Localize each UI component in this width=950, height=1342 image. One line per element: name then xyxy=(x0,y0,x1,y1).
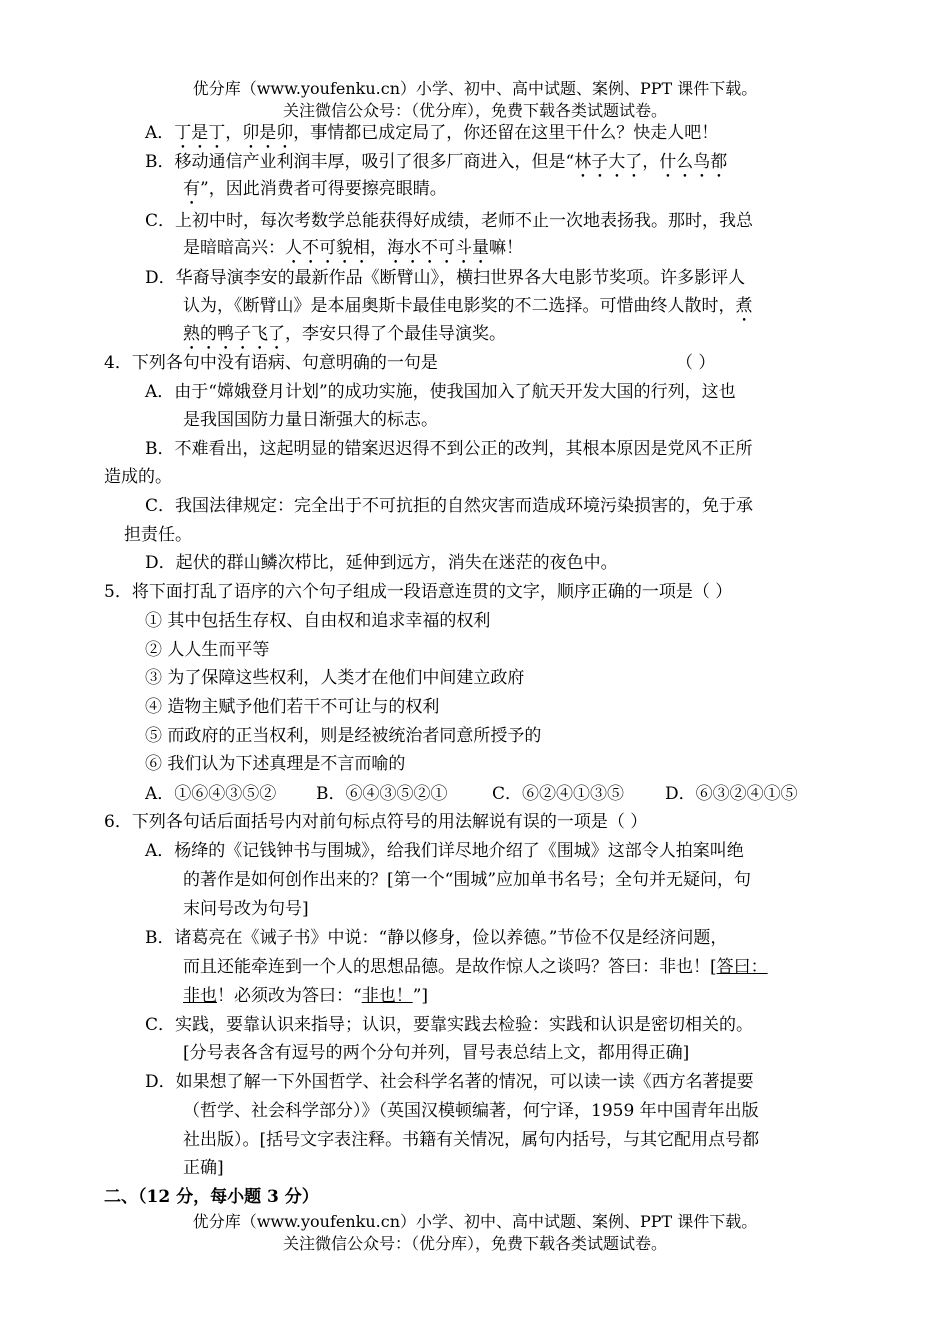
q5-option-d: D．⑥③②④①⑤ xyxy=(665,784,798,804)
q5-item-5: ⑤ 而政府的正当权利，则是经被统治者同意所授予的 xyxy=(145,726,542,746)
q3-option-c-line-1: C．上初中时，每次考数学总能获得好成绩，老师不止一次地表扬我。那时，我总 xyxy=(145,211,754,231)
q4-option-a-line-2: 是我国国防力量日渐强大的标志。 xyxy=(183,410,438,430)
q5-item-2: ② 人人生而平等 xyxy=(145,640,270,660)
q6-option-d-line-4: 正确] xyxy=(183,1158,224,1178)
q6-option-d-line-3: 社出版）。[括号文字表注释。书籍有关情况，属句内括号，与其它配用点号都 xyxy=(183,1130,760,1150)
q5-item-4: ④ 造物主赋予他们若干不可让与的权利 xyxy=(145,697,440,717)
page-header-line-1: 优分库（www.youfenku.cn）小学、初中、高中试题、案例、PPT 课件下载。 xyxy=(192,79,758,98)
q5-item-3: ③ 为了保障这些权利，人类才在他们中间建立政府 xyxy=(145,668,525,688)
q3-option-c-line-2: 是暗暗高兴：人不可貌相，海水不可斗量嘛！ xyxy=(183,238,523,258)
q4-option-c-line-2: 担责任。 xyxy=(124,525,192,545)
q6-stem: 6．下列各句话后面括号内对前句标点符号的用法解说有误的一项是（ ） xyxy=(104,812,648,832)
q5-stem: 5．将下面打乱了语序的六个句子组成一段语意连贯的文字，顺序正确的一项是（ ） xyxy=(104,582,733,602)
page-footer-line-1: 优分库（www.youfenku.cn）小学、初中、高中试题、案例、PPT 课件下载。 xyxy=(192,1212,758,1231)
q3-option-b-line-1: B．移动通信产业利润丰厚，吸引了很多厂商进入，但是“林子大了，什么鸟都 xyxy=(145,152,728,172)
q5-item-1: ① 其中包括生存权、自由权和追求幸福的权利 xyxy=(145,611,491,631)
q4-option-d-line-1: D．起伏的群山鳞次栉比，延伸到远方，消失在迷茫的夜色中。 xyxy=(145,553,618,573)
page-footer-line-2: 关注微信公众号：（优分库），免费下载各类试题试卷。 xyxy=(282,1234,667,1253)
q3-option-d-line-3: 熟的鸭子飞了，李安只得了个最佳导演奖。 xyxy=(183,324,506,344)
q5-option-b: B．⑥④③⑤②① xyxy=(316,784,448,804)
q3-option-b-line-2: 有”，因此消费者可得要擦亮眼睛。 xyxy=(183,179,447,199)
q4-option-a-line-1: A．由于“嫦娥登月计划”的成功实施，使我国加入了航天开发大国的行列，这也 xyxy=(145,382,736,402)
q4-option-c-line-1: C．我国法律规定：完全出于不可抗拒的自然灾害而造成环境污染损害的，免于承 xyxy=(145,496,754,516)
q6-option-a-line-2: 的著作是如何创作出来的？[第一个“围城”应加单书名号；全句并无疑问，句 xyxy=(183,870,752,890)
q3-option-d-line-1: D．华裔导演李安的最新作品《断臂山》，横扫世界各大电影节奖项。许多影评人 xyxy=(145,268,746,288)
q4-option-b-line-2: 造成的。 xyxy=(104,467,172,487)
q4-option-b-line-1: B．不难看出，这起明显的错案迟迟得不到公正的改判，其根本原因是党风不正所 xyxy=(145,439,753,459)
q4-answer-paren: （ ） xyxy=(676,353,716,373)
q4-stem: 4．下列各句中没有语病、句意明确的一句是 xyxy=(104,353,438,373)
q6-option-b-line-1: B．诸葛亮在《诫子书》中说：“静以修身，俭以养德。”节俭不仅是经济问题， xyxy=(145,928,728,948)
q6-option-b-line-3: 非也！必须改为答曰：“非也！”] xyxy=(183,986,429,1006)
section-2-heading: 二、（12 分，每小题 3 分） xyxy=(104,1187,319,1207)
q3-option-d-line-2: 认为，《断臂山》是本届奥斯卡最佳电影奖的不二选择。可惜曲终人散时，煮 xyxy=(183,296,753,316)
q5-item-6: ⑥ 我们认为下述真理是不言而喻的 xyxy=(145,754,406,774)
q6-option-d-line-1: D．如果想了解一下外国哲学、社会科学名著的情况，可以读一读《西方名著提要 xyxy=(145,1072,754,1092)
q6-option-c-line-1: C．实践，要靠认识来指导；认识，要靠实践去检验：实践和认识是密切相关的。 xyxy=(145,1015,754,1035)
q6-option-c-line-2: [分号表各含有逗号的两个分句并列，冒号表总结上文，都用得正确] xyxy=(183,1043,690,1063)
q3-option-a: A．丁是丁，卯是卯，事情都已成定局了，你还留在这里干什么？快走人吧！ xyxy=(145,123,719,143)
q5-option-a: A．①⑥④③⑤② xyxy=(145,784,277,804)
q6-option-a-line-1: A．杨绛的《记钱钟书与围城》，给我们详尽地介绍了《围城》这部令人拍案叫绝 xyxy=(145,841,744,861)
q6-option-d-line-2: （哲学、社会科学部分）》（英国汉模顿编著，何宁译，1959 年中国青年出版 xyxy=(183,1101,759,1121)
q5-option-c: C．⑥②④①③⑤ xyxy=(492,784,625,804)
q6-option-b-line-2: 而且还能牵连到一个人的思想品德。是故作惊人之谈吗？答曰：非也！[答曰： xyxy=(183,957,768,977)
q6-option-a-line-3: 末问号改为句号] xyxy=(183,899,309,919)
page-header-line-2: 关注微信公众号：（优分库），免费下载各类试题试卷。 xyxy=(282,101,667,120)
